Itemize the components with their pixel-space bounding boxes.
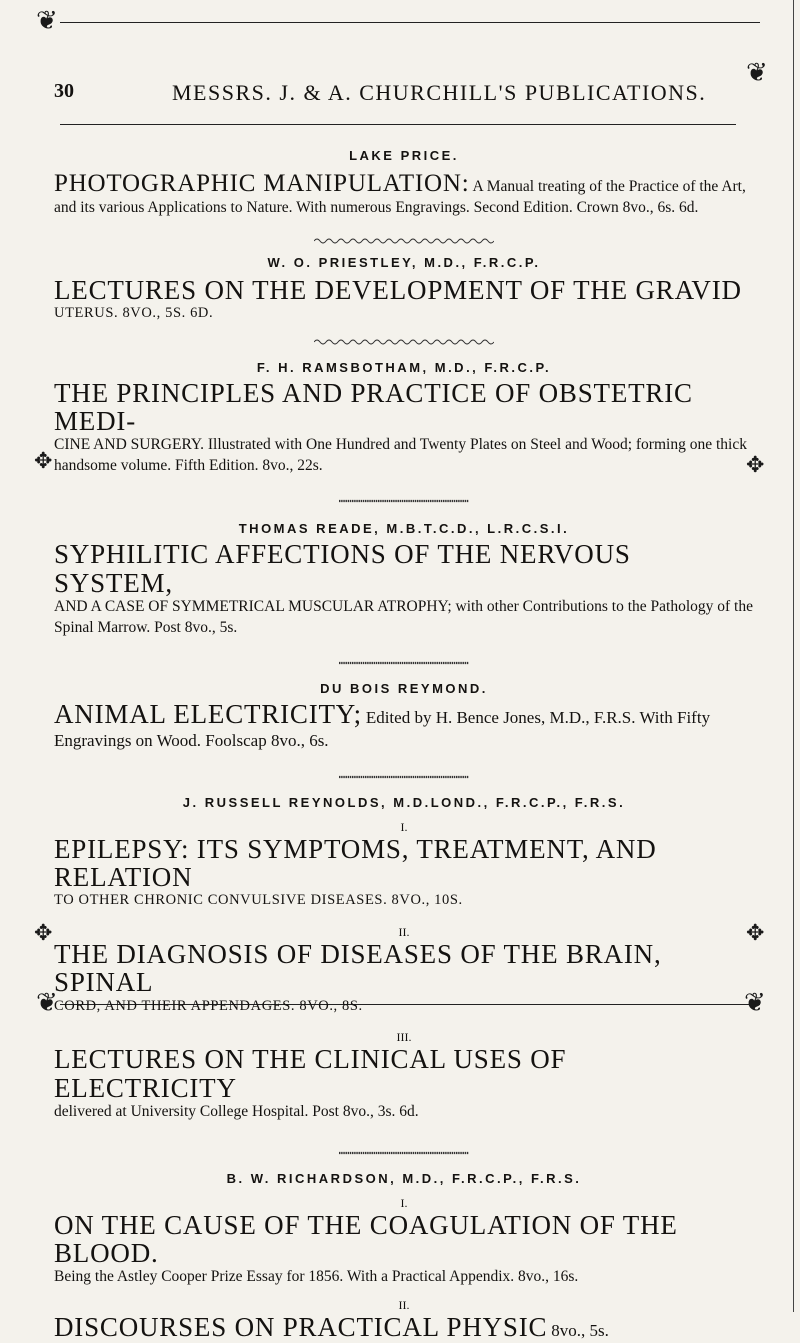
- work-numeral: II.: [398, 924, 410, 939]
- divider-ornament: [339, 659, 469, 667]
- entry-description: AND A CASE OF SYMMETRICAL MUSCULAR ATROPHY; with other Contributions to the Pathology of the Spinal Marrow. Post 8vo., 5s.: [54, 597, 753, 636]
- left-side-ornament-icon: ✥: [34, 448, 53, 473]
- divider-ornament: [314, 338, 494, 346]
- entry-author: J. RUSSELL REYNOLDS, M.D.LOND., F.R.C.P., F.R.S.: [182, 794, 626, 810]
- right-lower-ornament-icon: ✥: [746, 920, 765, 945]
- page-header: [54, 80, 754, 110]
- divider-ornament: [339, 1149, 469, 1157]
- top-left-ornament-icon: ❦: [36, 6, 58, 35]
- entry-author: LAKE PRICE.: [349, 148, 459, 163]
- entry-title: DISCOURSES ON PRACTICAL PHYSIC: [54, 1312, 548, 1343]
- divider-ornament: [339, 773, 469, 781]
- entry-title: LECTURES ON THE CLINICAL USES OF ELECTRICITY: [54, 1044, 567, 1103]
- catalogue-entry: [54, 681, 754, 753]
- catalogue-entry: [54, 360, 754, 478]
- entry-description: A Manual treating of the Practice of the Art, and its various Applications to Nature. With numerous Engravings. Second Edition. Crown 8vo., 6s. 6d.: [54, 178, 746, 216]
- right-side-ornament-icon: ✥: [746, 452, 765, 477]
- entry-title: ON THE CAUSE OF THE COAGULATION OF THE BLOOD.: [54, 1209, 678, 1269]
- entry-description: TO OTHER CHRONIC CONVULSIVE DISEASES. 8VO., 10S.: [54, 892, 463, 909]
- header-rule: [60, 124, 736, 125]
- entry-author: THOMAS READE, M.B.T.C.D., L.R.C.S.I.: [238, 521, 570, 537]
- running-head: MESSRS. J. & A. CHURCHILL'S PUBLICATIONS.: [172, 80, 707, 105]
- page-number: 30: [54, 80, 74, 102]
- entry-author: F. H. RAMSBOTHAM, M.D., F.R.C.P.: [256, 359, 552, 375]
- entry-title: PHOTOGRAPHIC MANIPULATION:: [54, 170, 470, 197]
- entry-description: UTERUS. 8VO., 5S. 6D.: [54, 305, 214, 322]
- catalogue-entry: [54, 148, 754, 219]
- work-numeral: I.: [400, 819, 408, 834]
- work-numeral: III.: [396, 1030, 412, 1045]
- divider-ornament: [339, 497, 469, 505]
- entry-description: delivered at University College Hospital. Post 8vo., 3s. 6d.: [54, 1102, 419, 1120]
- entry-description: 8vo., 5s.: [551, 1321, 609, 1341]
- entry-author: B. W. RICHARDSON, M.D., F.R.C.P., F.R.S.: [226, 1170, 582, 1186]
- top-rule: [60, 22, 760, 23]
- catalogue-entry: [54, 521, 754, 639]
- catalogue-entry: [54, 1171, 754, 1343]
- entry-description: Edited by H. Bence Jones, M.D., F.R.S. With Fifty Engravings on Wood. Foolscap 8vo., 6s.: [54, 707, 711, 750]
- entry-title: THE DIAGNOSIS OF DISEASES OF THE BRAIN, SPINAL: [54, 938, 662, 998]
- catalogue-entry: [54, 795, 754, 1123]
- work-numeral: I.: [400, 1195, 408, 1210]
- entry-description: Being the Astley Cooper Prize Essay for 1856. With a Practical Appendix. 8vo., 16s.: [54, 1268, 579, 1286]
- work-numeral: II.: [398, 1298, 410, 1313]
- left-lower-ornament-icon: ✥: [34, 920, 53, 945]
- top-right-ornament-icon: ❦: [746, 58, 768, 87]
- page-edge-rule: [793, 0, 794, 1312]
- entry-title: ANIMAL ELECTRICITY;: [54, 698, 362, 729]
- catalogue-content: [54, 142, 754, 1343]
- entry-title: THE PRINCIPLES AND PRACTICE OF OBSTETRIC MEDI-: [54, 377, 693, 437]
- entry-title: LECTURES ON THE DEVELOPMENT OF THE GRAVID: [54, 274, 742, 305]
- divider-ornament: [314, 237, 494, 245]
- bottom-right-ornament-icon: ❦: [744, 988, 766, 1017]
- catalogue-entry: [54, 255, 754, 324]
- entry-author: DU BOIS REYMOND.: [320, 680, 488, 696]
- entry-author: W. O. PRIESTLEY, M.D., F.R.C.P.: [267, 254, 541, 270]
- entry-title: EPILEPSY: ITS SYMPTOMS, TREATMENT, AND RELATION: [54, 833, 657, 893]
- entry-title: SYPHILITIC AFFECTIONS OF THE NERVOUS SYSTEM,: [54, 539, 631, 598]
- bottom-left-ornament-icon: ❦: [36, 988, 58, 1017]
- entry-description: CINE AND SURGERY. Illustrated with One Hundred and Twenty Plates on Steel and Wood; forming one thick handsome volume. Fifth Edition. 8vo., 22s.: [54, 436, 747, 475]
- entry-description: CORD, AND THEIR APPENDAGES. 8VO., 8S.: [54, 997, 363, 1014]
